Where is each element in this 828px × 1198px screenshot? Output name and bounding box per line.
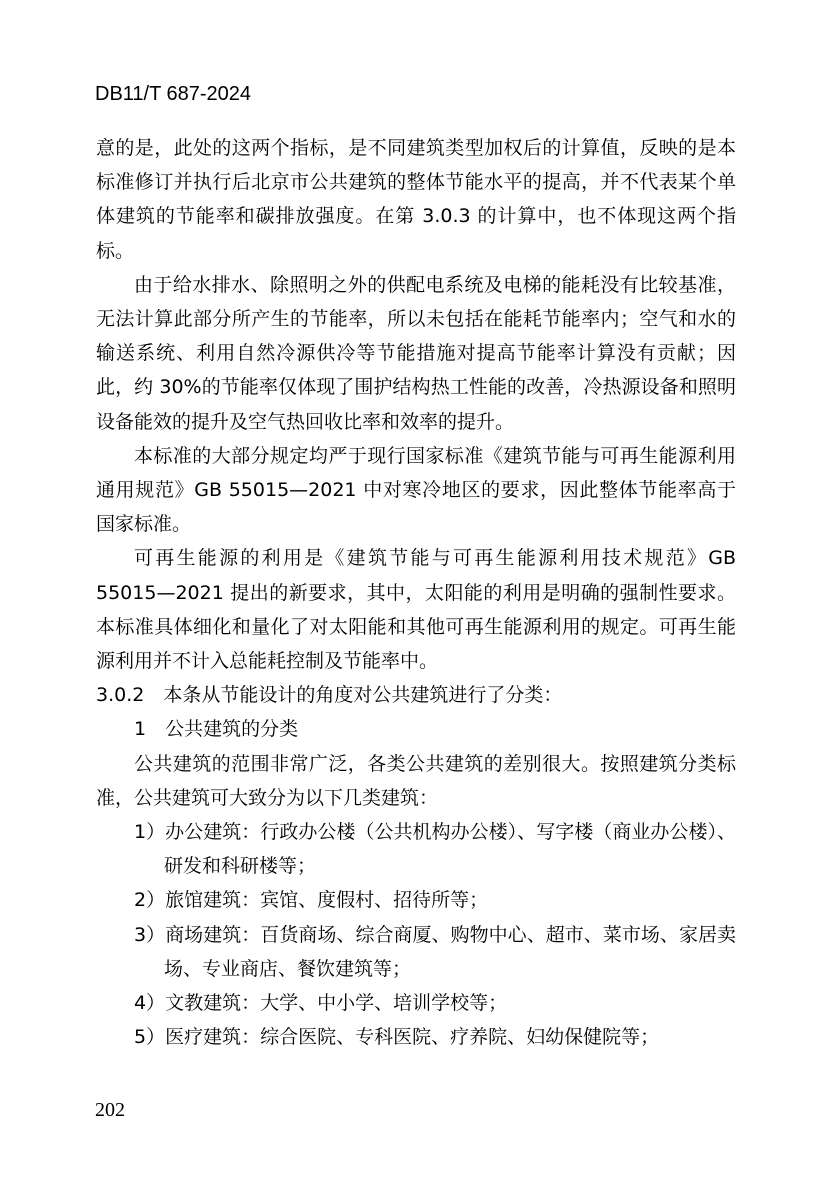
- paragraph-energy-baseline: 由于给水排水、除照明之外的供配电系统及电梯的能耗没有比较基准，无法计算此部分所产生的节能率，所以未包括在能耗节能率内；空气和水的输送系统、利用自然冷源供冷等节能措施对提高节能率计算没有贡献；因此，约 30%的节能率仅体现了围护结构热工性能的改善，冷热源设备和照明设备能效的提升及空气热回收比率和效率的提升。: [96, 273, 736, 433]
- list-item-education: 4）文教建筑：大学、中小学、培训学校等；: [134, 992, 508, 1015]
- paragraph-renewable-energy: 可再生能源的利用是《建筑节能与可再生能源利用技术规范》GB 55015—2021 提出的新要求，其中，太阳能的利用是明确的强制性要求。本标准具体细化和量化了对太阳能和其他可再生能源利用的规定。可再生能源利用并不计入总能耗控制及节能率中。: [96, 547, 736, 673]
- paragraph-classification-intro: 公共建筑的范围非常广泛，各类公共建筑的差别很大。按照建筑分类标准，公共建筑可大致分为以下几类建筑：: [96, 752, 736, 809]
- page-number: 202: [95, 1099, 125, 1121]
- list-item-mall: 3）商场建筑：百货商场、综合商厦、购物中心、超市、菜市场、家居卖场、专业商店、餐饮建筑等；: [134, 923, 736, 980]
- paragraph-continuation: 意的是，此处的这两个指标，是不同建筑类型加权后的计算值，反映的是本标准修订并执行后北京市公共建筑的整体节能水平的提高，并不代表某个单体建筑的节能率和碳排放强度。在第 3.0.3 的计算中，也不体现这两个指标。: [96, 137, 736, 262]
- paragraph-national-standard: 本标准的大部分规定均严于现行国家标准《建筑节能与可再生能源利用通用规范》GB 55015—2021 中对寒冷地区的要求，因此整体节能率高于国家标准。: [96, 444, 736, 536]
- list-item-office: 1）办公建筑：行政办公楼（公共机构办公楼）、写字楼（商业办公楼）、研发和科研楼等；: [134, 821, 736, 878]
- list-item-medical: 5）医疗建筑：综合医院、专科医院、疗养院、妇幼保健院等；: [134, 1026, 660, 1049]
- clause-3-0-2: 3.0.2 本条从节能设计的角度对公共建筑进行了分类：: [96, 684, 563, 707]
- subheading-classification: 1 公共建筑的分类: [134, 718, 299, 741]
- list-item-hotel: 2）旅馆建筑：宾馆、度假村、招待所等；: [134, 889, 489, 912]
- document-code-header: DB11/T 687-2024: [95, 83, 252, 105]
- document-body: [96, 131, 736, 1054]
